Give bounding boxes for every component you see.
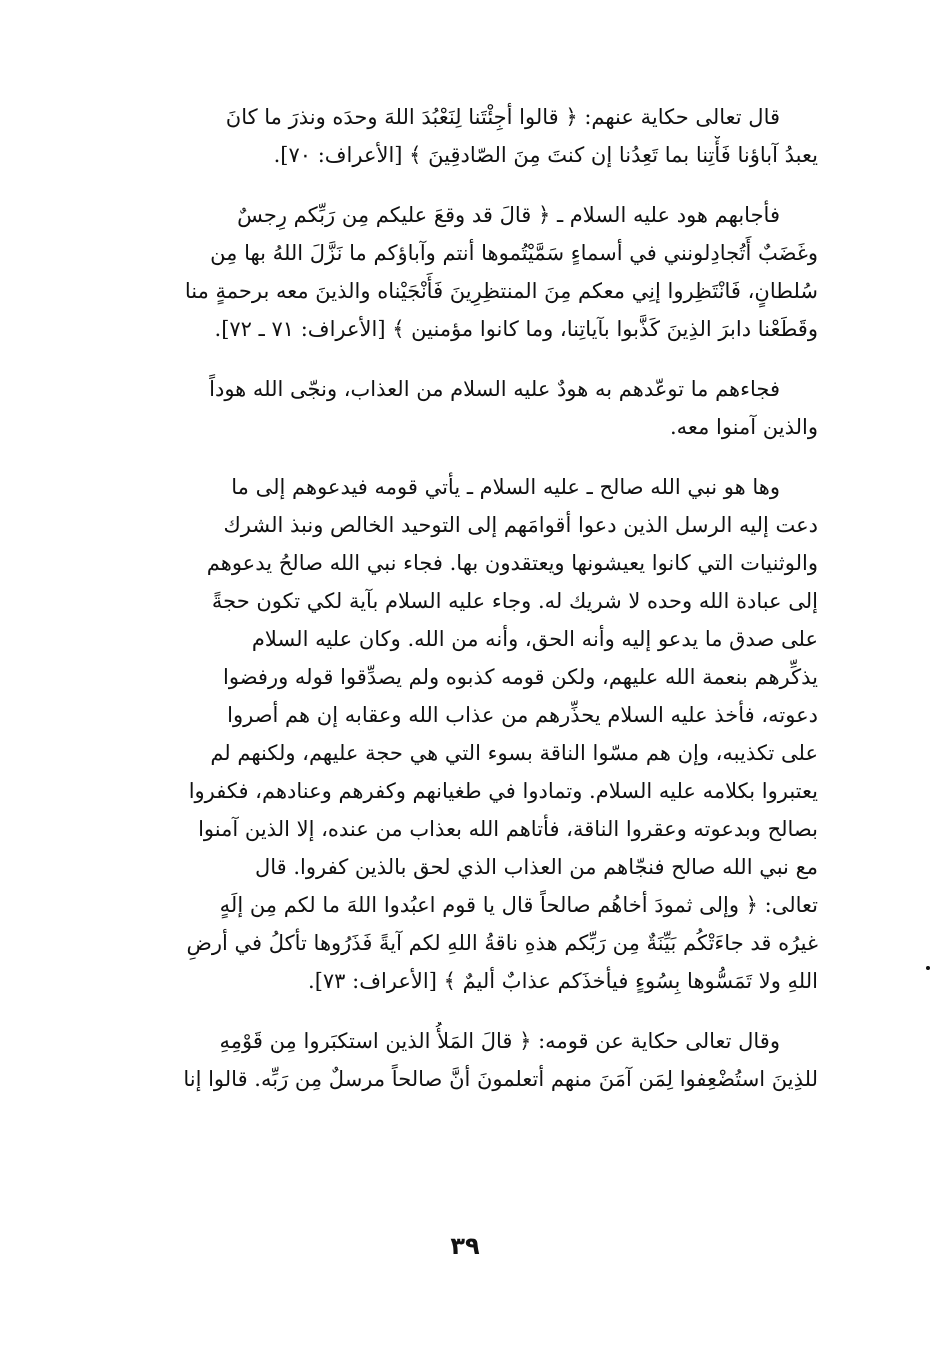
text-line: وقال تعالى حكاية عن قومه: ﴿ قالَ المَلأُ الذين استكبَروا مِن قَوْمِهِ — [219, 1029, 780, 1053]
margin-mark — [926, 966, 930, 970]
paragraph-2 — [118, 196, 818, 348]
text-line: قال تعالى حكاية عنهم: ﴿ قالوا أجِئْتَنا لِنَعْبُدَ اللهَ وحدَه ونذرَ ما كانَ — [225, 105, 780, 129]
text-line: اللهِ ولا تَمَسُّوها بِسُوءٍ فيأخذَكم عذابٌ أليمٌ ﴾ [الأعراف: ٧٣]. — [308, 969, 818, 993]
text-line: دعوته، فأخذ عليه السلام يحذِّرهم من عذاب الله وعقابه إن هم أصروا — [227, 703, 818, 727]
text-line: غيرُه قد جاءَتْكُم بَيِّنَةٌ مِن رَبِّكم هذهِ ناقةُ اللهِ لكم آيةً فَذَرُوها تأكلُ في أرضِ — [186, 931, 818, 955]
page-body — [118, 98, 818, 1120]
text-line: فأجابهم هود عليه السلام ـ ﴿ قالَ قد وقعَ عليكم مِن رَبِّكم رِجسٌ — [237, 203, 780, 227]
text-line: فجاءهم ما توعّدهم به هودٌ عليه السلام من العذاب، ونجّى الله هوداً — [209, 377, 780, 401]
text-line: والوثنيات التي كانوا يعيشونها ويعتقدون بها. فجاء نبي الله صالحُ يدعوهم — [206, 551, 818, 575]
text-line: على صدق ما يدعو إليه وأنه الحق، وأنه من الله. وكان عليه السلام — [251, 627, 818, 651]
text-line: سُلطانٍ، فَانْتَظِروا إنِي معكم مِنَ المنتظِرِينَ فَأَنْجَيْناه والذينَ معه برحمةٍ منا — [184, 279, 818, 303]
paragraph-4 — [118, 468, 818, 1000]
page-number: ٣٩ — [450, 1232, 480, 1260]
text-line: يعتبروا بكلامه عليه السلام. وتمادوا في طغيانهم وكفرهم وعنادهم، فكفروا — [188, 779, 818, 803]
text-line: دعت إليه الرسل الذين دعوا أقوامَهم إلى التوحيد الخالص ونبذ الشرك — [223, 513, 818, 537]
text-line: والذين آمنوا معه. — [670, 415, 818, 439]
paragraph-1 — [118, 98, 818, 174]
text-line: إلى عبادة الله وحده لا شريك له. وجاء عليه السلام بآية لكي تكون حجةً — [211, 589, 818, 613]
text-line: بصالح وبدعوته وعقروا الناقة، فأتاهم الله بعذاب من عنده، إلا الذين آمنوا — [198, 817, 818, 841]
text-line: تعالى: ﴿ وإلى ثمودَ أخاهُم صالحاً قال يا قوم اعبُدوا اللهَ ما لكم مِن إلَهٍ — [219, 893, 818, 917]
text-line: للذِينَ استُضْعِفوا لِمَن آمَنَ منهم أتعلمونَ أنَّ صالحاً مرسلٌ مِن رَبِّه. قالوا إنا — [183, 1067, 818, 1091]
text-line: وها هو نبي الله صالح ـ عليه السلام ـ يأتي قومه فيدعوهم إلى ما — [231, 475, 780, 499]
text-line: يذكِّرهم بنعمة الله عليهم، ولكن قومه كذبوه ولم يصدِّقوا قوله ورفضوا — [223, 665, 818, 689]
text-line: وغَضَبٌ أَتُجادِلونني في أسماءٍ سَمَّيْتُموها أنتم وآباؤكم ما نَزَّلَ اللهُ بها مِن — [210, 241, 818, 265]
paragraph-3 — [118, 370, 818, 446]
text-line: وقَطَعْنا دابرَ الذِينَ كَذَّبوا بآياتِنا، وما كانوا مؤمنين ﴾ [الأعراف: ٧١ ـ ٧٢]. — [214, 317, 818, 341]
text-line: على تكذيبه، وإن هم مسّوا الناقة بسوء التي هي حجة عليهم، ولكنهم لم — [210, 741, 818, 765]
text-line: يعبدُ آباؤنا فَأْتِنا بما تَعِدُنا إن كنتَ مِنَ الصّادقِينَ ﴾ [الأعراف: ٧٠]. — [273, 143, 818, 167]
text-line: مع نبي الله صالح فنجّاهم من العذاب الذي لحق بالذين كفروا. قال — [255, 855, 818, 879]
paragraph-5 — [118, 1022, 818, 1098]
